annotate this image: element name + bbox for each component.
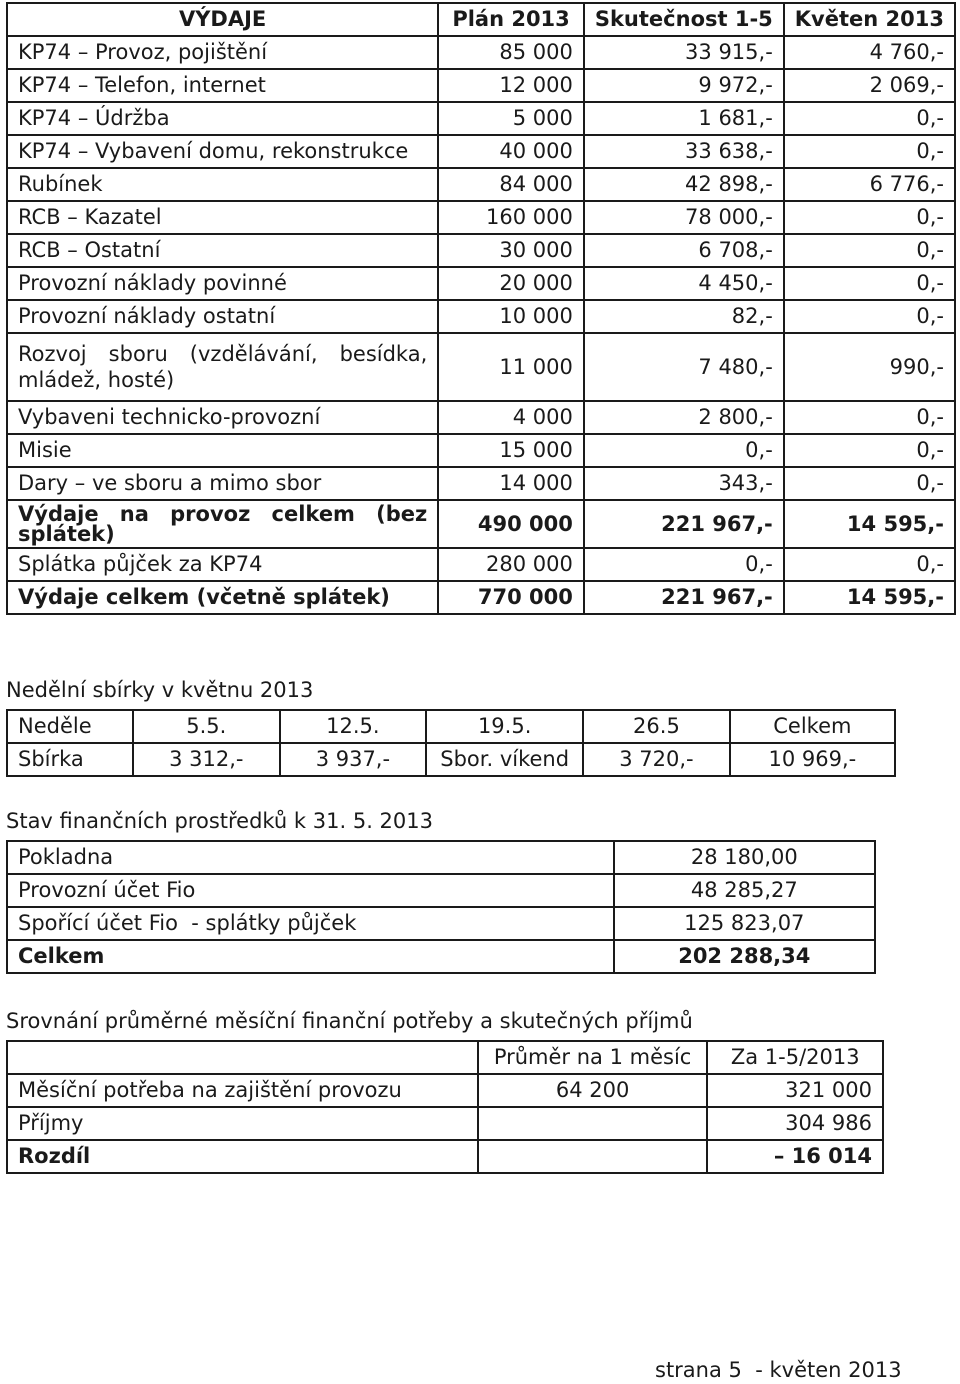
- actual-value: 7 480,-: [584, 333, 784, 401]
- actual-value: 6 708,-: [584, 234, 784, 267]
- table-row: [7, 907, 875, 940]
- total-row: [7, 940, 875, 973]
- header-cell: Průměr na 1 měsíc: [478, 1041, 708, 1074]
- comparison-header-row: [7, 1041, 883, 1074]
- amount-cell: 3 720,-: [583, 743, 730, 776]
- expense-label: Rozvoj sboru (vzdělávání, besídka, mládež, hosté): [7, 333, 438, 401]
- monthly-value: 64 200: [478, 1074, 708, 1107]
- actual-value: 2 800,-: [584, 401, 784, 434]
- actual-value: 221 967,-: [584, 581, 784, 614]
- period-value: 304 986: [707, 1107, 883, 1140]
- plan-value: 10 000: [438, 300, 584, 333]
- total-row: [7, 581, 955, 614]
- funds-title: Stav finančních prostředků k 31. 5. 2013: [6, 809, 433, 833]
- date-cell: 26.5: [583, 710, 730, 743]
- header-cell: VÝDAJE: [7, 3, 438, 36]
- header-cell: Plán 2013: [438, 3, 584, 36]
- actual-value: 82,-: [584, 300, 784, 333]
- plan-value: 14 000: [438, 467, 584, 500]
- plan-value: 84 000: [438, 168, 584, 201]
- comparison-label: Příjmy: [7, 1107, 478, 1140]
- plan-value: 770 000: [438, 581, 584, 614]
- expense-label: KP74 – Telefon, internet: [7, 69, 438, 102]
- date-cell: 19.5.: [426, 710, 583, 743]
- expense-label: Provozní náklady ostatní: [7, 300, 438, 333]
- plan-value: 4 000: [438, 401, 584, 434]
- actual-value: 343,-: [584, 467, 784, 500]
- table-row: [7, 201, 955, 234]
- expense-label: RCB – Kazatel: [7, 201, 438, 234]
- total-label: Celkem: [730, 710, 895, 743]
- account-label: Provozní účet Fio: [7, 874, 614, 907]
- may-value: 6 776,-: [784, 168, 955, 201]
- expense-label: KP74 – Údržba: [7, 102, 438, 135]
- account-label: Spořící účet Fio - splátky půjček: [7, 907, 614, 940]
- comparison-label: Rozdíl: [7, 1140, 478, 1173]
- plan-value: 20 000: [438, 267, 584, 300]
- date-cell: 5.5.: [133, 710, 280, 743]
- may-value: 0,-: [784, 467, 955, 500]
- may-value: 0,-: [784, 201, 955, 234]
- actual-value: 42 898,-: [584, 168, 784, 201]
- header-cell: Květen 2013: [784, 3, 955, 36]
- collections-label: Sbírka: [7, 743, 133, 776]
- plan-value: 15 000: [438, 434, 584, 467]
- table-row: [7, 135, 955, 168]
- expense-label: Rubínek: [7, 168, 438, 201]
- may-value: 0,-: [784, 300, 955, 333]
- period-value: 321 000: [707, 1074, 883, 1107]
- account-label: Pokladna: [7, 841, 614, 874]
- account-label: Celkem: [7, 940, 614, 973]
- account-balance: 125 823,07: [614, 907, 875, 940]
- expenses-table: [6, 2, 956, 615]
- total-amount: 10 969,-: [730, 743, 895, 776]
- may-value: 0,-: [784, 548, 955, 581]
- table-row: [7, 548, 955, 581]
- table-row: [7, 743, 895, 776]
- header-cell: Skutečnost 1-5: [584, 3, 784, 36]
- table-row: [7, 102, 955, 135]
- table-row: [7, 841, 875, 874]
- table-row: [7, 267, 955, 300]
- may-value: 0,-: [784, 102, 955, 135]
- may-value: 14 595,-: [784, 500, 955, 548]
- actual-value: 78 000,-: [584, 201, 784, 234]
- subtotal-row: [7, 500, 955, 548]
- table-row: [7, 467, 955, 500]
- account-balance: 202 288,34: [614, 940, 875, 973]
- expense-label: KP74 – Vybavení domu, rekonstrukce: [7, 135, 438, 168]
- collections-title: Nedělní sbírky v květnu 2013: [6, 678, 314, 702]
- period-value: – 16 014: [707, 1140, 883, 1173]
- table-row: [7, 168, 955, 201]
- may-value: 4 760,-: [784, 36, 955, 69]
- table-row: [7, 234, 955, 267]
- amount-cell: Sbor. víkend: [426, 743, 583, 776]
- may-value: 2 069,-: [784, 69, 955, 102]
- expense-label: Misie: [7, 434, 438, 467]
- amount-cell: 3 937,-: [280, 743, 427, 776]
- account-balance: 48 285,27: [614, 874, 875, 907]
- expense-label: Provozní náklady povinné: [7, 267, 438, 300]
- table-row: [7, 333, 955, 401]
- table-row: [7, 300, 955, 333]
- may-value: 14 595,-: [784, 581, 955, 614]
- may-value: 0,-: [784, 234, 955, 267]
- date-cell: 12.5.: [280, 710, 427, 743]
- comparison-table: [6, 1040, 884, 1174]
- header-cell: [7, 1041, 478, 1074]
- page-footer: strana 5 - květen 2013: [655, 1358, 902, 1382]
- may-value: 0,-: [784, 267, 955, 300]
- may-value: 0,-: [784, 401, 955, 434]
- expense-label: Výdaje celkem (včetně splátek): [7, 581, 438, 614]
- actual-value: 221 967,-: [584, 500, 784, 548]
- expense-label: Vybaveni technicko-provozní: [7, 401, 438, 434]
- actual-value: 0,-: [584, 548, 784, 581]
- comparison-label: Měsíční potřeba na zajištění provozu: [7, 1074, 478, 1107]
- plan-value: 160 000: [438, 201, 584, 234]
- plan-value: 5 000: [438, 102, 584, 135]
- actual-value: 33 638,-: [584, 135, 784, 168]
- funds-table: [6, 840, 876, 974]
- plan-value: 40 000: [438, 135, 584, 168]
- table-row: [7, 36, 955, 69]
- table-row: [7, 1074, 883, 1107]
- expense-label: KP74 – Provoz, pojištění: [7, 36, 438, 69]
- expense-label: RCB – Ostatní: [7, 234, 438, 267]
- actual-value: 0,-: [584, 434, 784, 467]
- header-cell: Za 1-5/2013: [707, 1041, 883, 1074]
- table-row: [7, 69, 955, 102]
- account-balance: 28 180,00: [614, 841, 875, 874]
- actual-value: 1 681,-: [584, 102, 784, 135]
- monthly-value: [478, 1140, 708, 1173]
- table-row: [7, 874, 875, 907]
- may-value: 0,-: [784, 135, 955, 168]
- may-value: 990,-: [784, 333, 955, 401]
- amount-cell: 3 312,-: [133, 743, 280, 776]
- table-row: [7, 1107, 883, 1140]
- table-row: [7, 434, 955, 467]
- total-row: [7, 1140, 883, 1173]
- collections-label: Neděle: [7, 710, 133, 743]
- expense-label: Výdaje na provoz celkem (bez splátek): [7, 500, 438, 548]
- actual-value: 4 450,-: [584, 267, 784, 300]
- actual-value: 9 972,-: [584, 69, 784, 102]
- comparison-title: Srovnání průměrné měsíční finanční potřeby a skutečných příjmů: [6, 1009, 693, 1033]
- collections-table: [6, 709, 896, 777]
- expense-label: Dary – ve sboru a mimo sbor: [7, 467, 438, 500]
- expense-label: Splátka půjček za KP74: [7, 548, 438, 581]
- table-row: [7, 401, 955, 434]
- table-row: [7, 710, 895, 743]
- plan-value: 490 000: [438, 500, 584, 548]
- monthly-value: [478, 1107, 708, 1140]
- may-value: 0,-: [784, 434, 955, 467]
- plan-value: 30 000: [438, 234, 584, 267]
- plan-value: 12 000: [438, 69, 584, 102]
- plan-value: 11 000: [438, 333, 584, 401]
- actual-value: 33 915,-: [584, 36, 784, 69]
- plan-value: 280 000: [438, 548, 584, 581]
- plan-value: 85 000: [438, 36, 584, 69]
- expenses-header-row: [7, 3, 955, 36]
